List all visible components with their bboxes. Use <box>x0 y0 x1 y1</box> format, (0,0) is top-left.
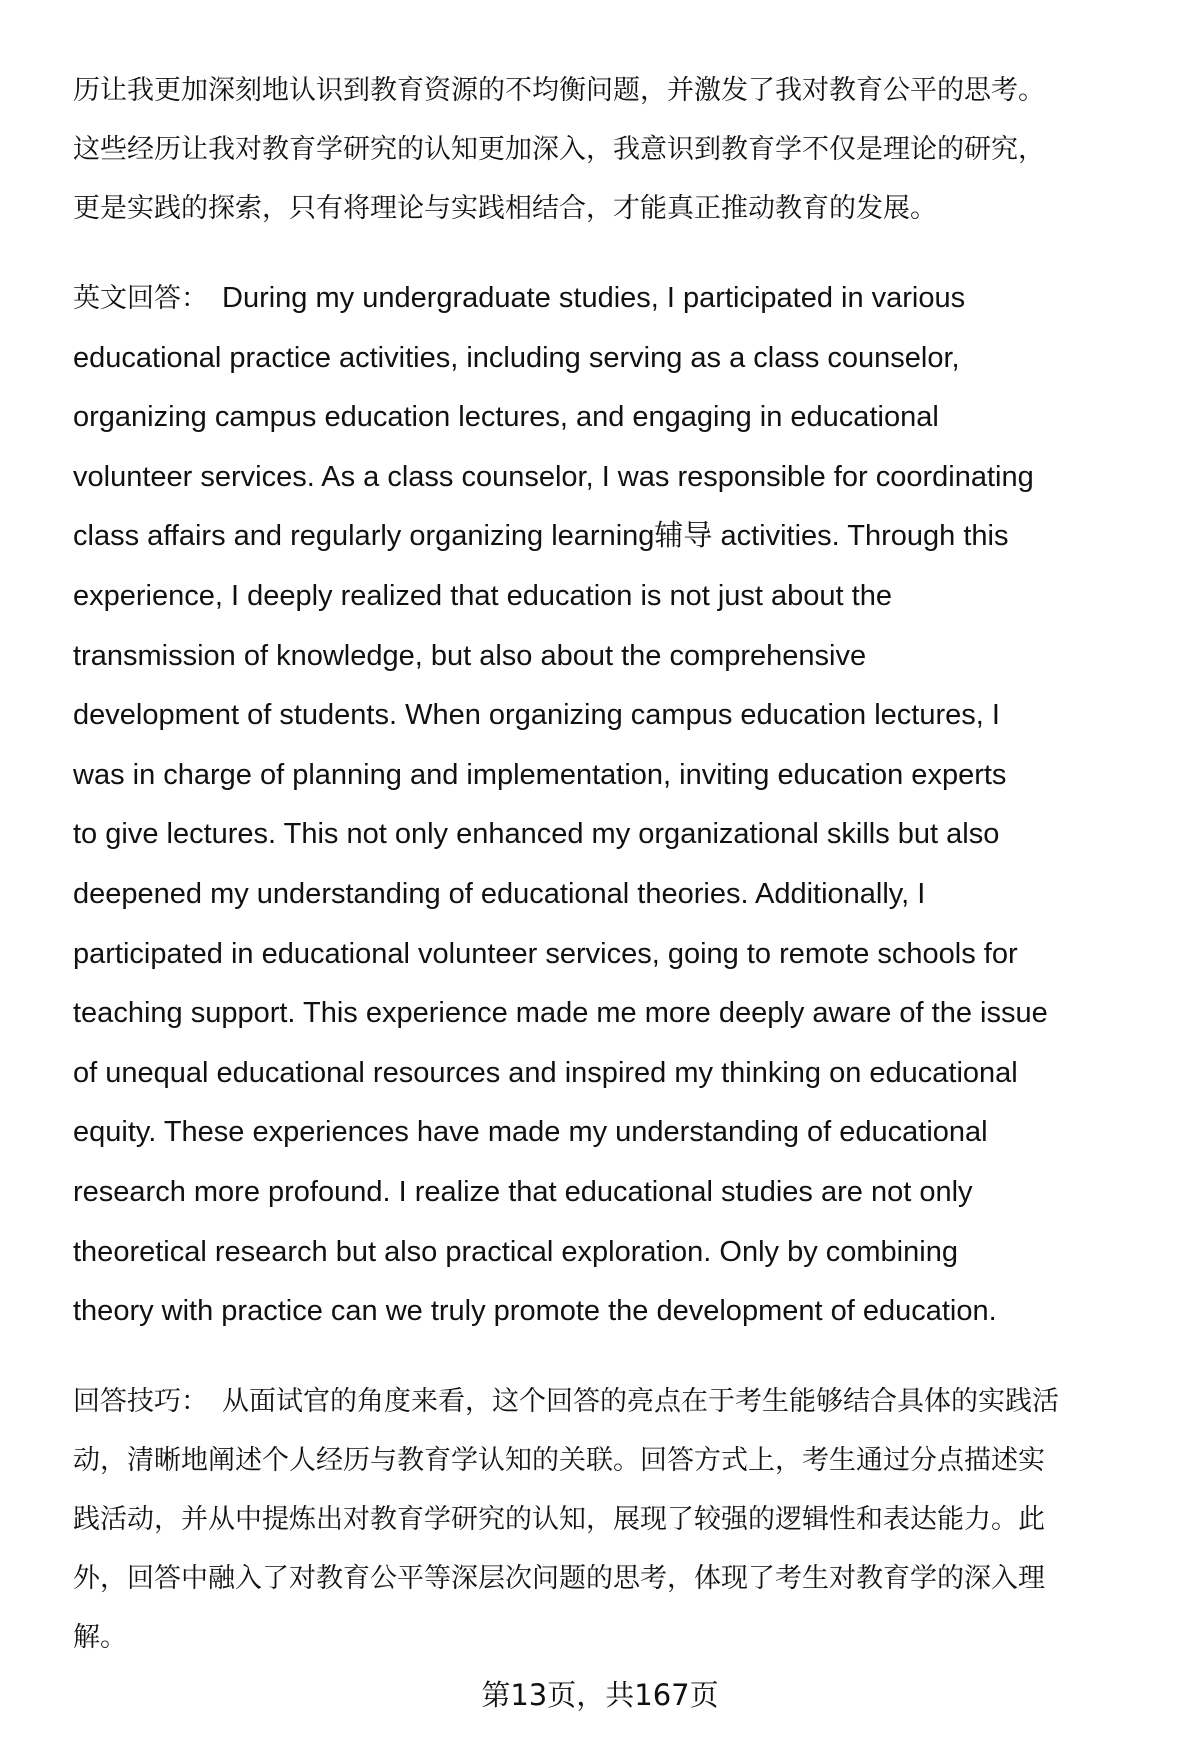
text-content: deepened my understanding of educational theories. Additionally, I <box>73 878 926 910</box>
text-line <box>73 626 866 686</box>
text-line: 这些经历让我对教育学研究的认知更加深入，我意识到教育学不仅是理论的研究， <box>73 134 1045 165</box>
text-content: experience, I deeply realized that education is not just about the <box>73 580 892 612</box>
text-content: 践活动，并从中提炼出对教育学研究的认知，展现了较强的逻辑性和表达能力。此 <box>73 1504 1045 1535</box>
text-line <box>73 566 892 626</box>
text-content: theory with practice can we truly promote the development of education. <box>73 1295 997 1328</box>
text-content: organizing campus education lectures, and engaging in educational <box>73 401 939 434</box>
text-content: 从面试官的角度来看，这个回答的亮点在于考生能够结合具体的实践活 <box>222 1386 1059 1417</box>
text-content: transmission of knowledge, but also about the comprehensive <box>73 639 867 672</box>
text-line <box>73 1043 1018 1103</box>
text-content: development of students. When organizing campus education lectures, I <box>73 699 1000 732</box>
page-number: 第13页，共167页 <box>481 1678 719 1712</box>
text-content: was in charge of planning and implementation, inviting education experts <box>73 758 1007 791</box>
text-line <box>73 1431 1045 1491</box>
text-content: research more profound. I realize that educational studies are not only <box>73 1176 973 1208</box>
text-content: volunteer services. As a class counselor, I was responsible for coordinating <box>73 460 1034 493</box>
text-line <box>73 983 1048 1043</box>
text-line <box>73 745 1006 805</box>
text-line <box>73 1490 1045 1550</box>
text-line <box>73 268 965 328</box>
text-line <box>73 1222 958 1282</box>
text-line: 历让我更加深刻地认识到教育资源的不均衡问题，并激发了我对教育公平的思考。 <box>73 75 1045 106</box>
text-line <box>73 1102 988 1162</box>
text-line <box>73 1549 1045 1609</box>
text-content: equity. These experiences have made my understanding of educational <box>73 1116 988 1149</box>
text-line <box>73 328 960 388</box>
text-line <box>73 1162 973 1222</box>
text-line <box>73 506 1008 566</box>
text-line: 更是实践的探索，只有将理论与实践相结合，才能真正推动教育的发展。 <box>73 193 937 224</box>
text-content: of unequal educational resources and inspired my thinking on educational <box>73 1056 1018 1089</box>
text-content: During my undergraduate studies, I participated in various <box>222 282 966 314</box>
text-line <box>73 1372 1059 1432</box>
text-line <box>73 1281 997 1341</box>
text-content: teaching support. This experience made me more deeply aware of the issue <box>73 997 1048 1030</box>
text-line <box>73 387 939 447</box>
english-answer-label: 英文回答： <box>73 283 208 313</box>
text-line <box>73 685 1000 745</box>
text-content: participated in educational volunteer services, going to remote schools for <box>73 937 1018 970</box>
text-content: educational practice activities, including serving as a class counselor, <box>73 341 960 374</box>
text-content: class affairs and regularly organizing learning辅导 activities. Through this <box>73 520 1009 553</box>
text-line <box>73 1608 127 1668</box>
text-content: 动，清晰地阐述个人经历与教育学认知的关联。回答方式上，考生通过分点描述实 <box>73 1445 1045 1476</box>
text-content: 外，回答中融入了对教育公平等深层次问题的思考，体现了考生对教育学的深入理 <box>73 1563 1045 1594</box>
text-content: 解。 <box>73 1622 127 1653</box>
tips-label: 回答技巧： <box>73 1386 208 1417</box>
text-line <box>73 864 925 924</box>
text-line <box>73 447 1034 507</box>
text-content: to give lectures. This not only enhanced my organizational skills but also <box>73 818 1000 851</box>
text-line <box>73 924 1018 984</box>
text-line <box>73 804 999 864</box>
text-content: theoretical research but also practical exploration. Only by combining <box>73 1235 958 1268</box>
